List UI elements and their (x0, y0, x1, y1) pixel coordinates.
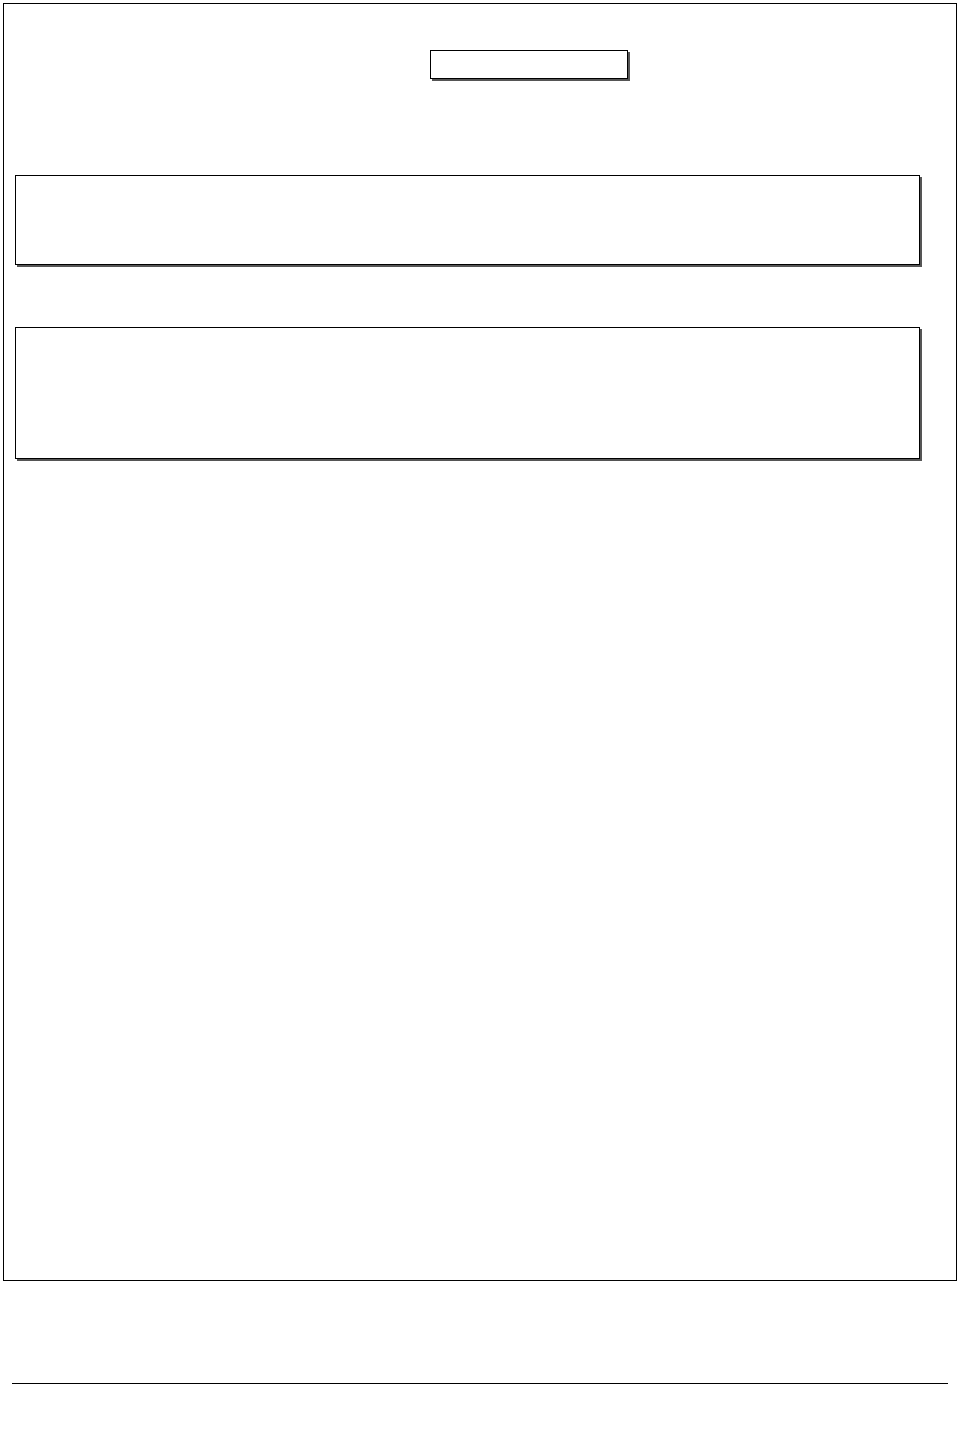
footer-rule (12, 1383, 948, 1384)
nature-field[interactable] (15, 327, 920, 459)
description-field[interactable] (15, 175, 920, 265)
offence-count-field[interactable] (430, 50, 628, 79)
